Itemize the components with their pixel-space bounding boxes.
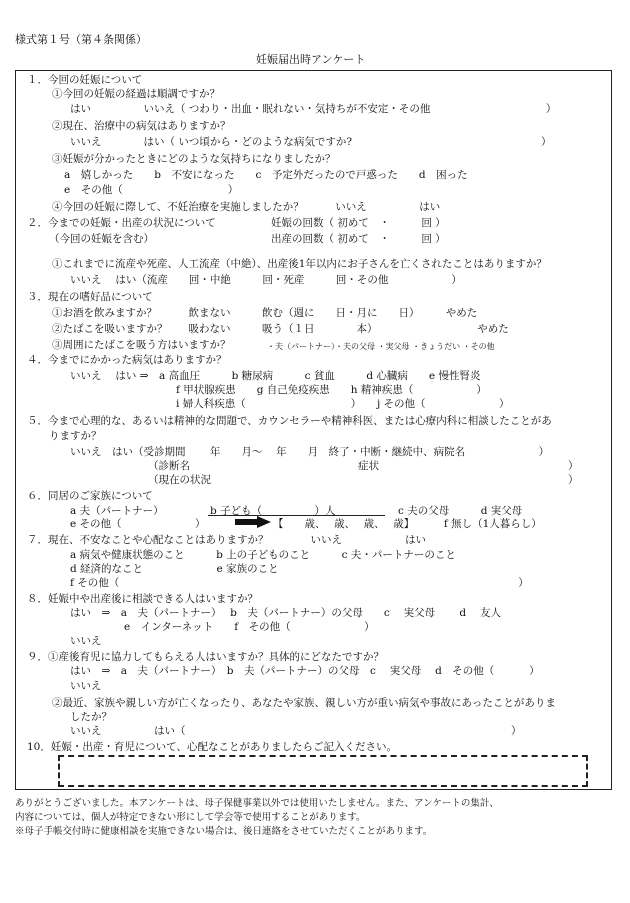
q9-heading: ９．①産後育児に協力してもらえる人はいますか？具体的にどなたですか？	[27, 651, 384, 663]
footer-line3: ※母子手帳交付時に健康相談を実施できない場合は、後日連絡をさせていただくことがあります。	[15, 826, 433, 837]
q5-line3[interactable]: （現在の状況 ）	[148, 474, 579, 486]
q8-heading: ８．妊娠中や出産後に相談できる人はいますか？	[27, 593, 258, 605]
q3-heading: ３．現在の嗜好品について	[27, 291, 153, 303]
q9-sub2-cont: したか？	[70, 711, 112, 723]
q1-heading: １．今回の妊娠について	[27, 74, 143, 86]
q1-sub1-answer[interactable]: はい いいえ（ つわり・出血・眠れない・気持ちが不安定・その他 ）	[70, 103, 557, 115]
q10-free-text-box[interactable]	[58, 755, 588, 787]
q7-line1[interactable]: a 病気や健康状態のこと b 上の子どものこと c 夫・パートナーのこと	[70, 549, 456, 561]
q8-line2[interactable]: e インターネット f その他（ ）	[124, 621, 375, 633]
q3-alcohol[interactable]: ①お酒を飲みますか？ 飲まない 飲む（週に 日・月に 日） やめた	[52, 307, 478, 319]
q1-sub3-other[interactable]: e その他（ ）	[64, 184, 239, 196]
q6-children-ages[interactable]: 【 歳、 歳、 歳、 歳】 f 無し（1人暮らし）	[273, 518, 542, 530]
q5-line1[interactable]: いいえ はい（受診期間 年 月〜 年 月 終了・中断・継続中、病院名 ）	[70, 446, 550, 458]
page-title: 妊娠届出時アンケート	[256, 53, 366, 66]
q6-children[interactable]: b 子ども（ ）人	[210, 505, 336, 517]
q4-line1[interactable]: いいえ はい ⇒ a 高血圧 b 糖尿病 c 貧血 d 心臓病 e 慢性腎炎	[70, 370, 481, 382]
q6-husband[interactable]: a 夫（パートナー）	[70, 505, 164, 517]
q3-tobacco[interactable]: ②たばこを吸いますか？ 吸わない 吸う（１日 本） やめた	[52, 323, 509, 335]
q1-sub2-answer[interactable]: いいえ はい（ いつ頃から・どのような病気ですか? ）	[70, 136, 552, 148]
q4-line2[interactable]: f 甲状腺疾患 g 自己免疫疾患 h 精神疾患（ ）	[176, 384, 487, 396]
q2-heading-sub: （今回の妊娠を含む）	[49, 233, 154, 245]
q5-line2[interactable]: （診断名 症状 ）	[148, 460, 579, 472]
q3-passive-smoke-options[interactable]: ・夫（パートナー）・夫の父母 ・実父母 ・きょうだい ・その他	[267, 342, 495, 351]
footer-line1: ありがとうございました。本アンケートは、母子保健事業以外では使用いたしません。また、アンケートの集計、	[15, 798, 499, 809]
arrow-right-icon	[235, 516, 271, 528]
q2-sub1-answer[interactable]: いいえ はい（流産 回・中絶 回・死産 回・その他 ）	[70, 274, 462, 286]
q9-line1[interactable]: はい ⇒ a 夫（パートナー） b 夫（パートナー）の父母 c 実父母 d その他（ ）	[70, 665, 540, 677]
q7-line2[interactable]: d 経済的なこと e 家族のこと	[70, 563, 279, 575]
q10-heading: 10．妊娠・出産・育児について、心配なことがありましたらご記入ください。	[27, 741, 397, 753]
q9-line2[interactable]: いいえ	[70, 680, 102, 692]
q7-line3[interactable]: f その他（ ）	[70, 577, 529, 589]
q1-sub3-options[interactable]: a 嬉しかった b 不安になった c 予定外だったので戸惑った d 困った	[64, 169, 468, 181]
q3-passive-smoke: ③周囲にたばこを吸う方はいますか？	[52, 339, 231, 351]
q9-sub2-answer[interactable]: いいえ はい（ ）	[70, 725, 522, 737]
q5-heading-cont: りますか？	[49, 430, 102, 442]
q4-heading: ４．今までにかかった病気はありますか？	[27, 354, 227, 366]
q9-sub2: ②最近、家族や親しい方が亡くなったり、あなたや家族、親しい方が重い病気や事故にあったことがありま	[52, 697, 556, 709]
q8-line3[interactable]: いいえ	[70, 635, 102, 647]
q8-line1[interactable]: はい ⇒ a 夫（パートナー） b 夫（パートナー）の父母 c 実父母 d 友人	[70, 607, 501, 619]
form-number: 様式第１号（第４条関係）	[15, 33, 147, 46]
q5-heading: ５．今まで心理的な、あるいは精神的な問題で、カウンセラーや精神科医、または心療内科に相談したことがあ	[27, 415, 552, 427]
q6-heading: ６．同居のご家族について	[27, 490, 153, 502]
q7-heading[interactable]: ７．現在、不安なことや心配なことはありますか？ いいえ はい	[27, 534, 426, 546]
q1-sub3: ③妊娠が分かったときにどのような気持ちになりましたか？	[52, 153, 336, 165]
q2-pregnancy-count[interactable]: 妊娠の回数（ 初めて ・ 回 ）	[271, 217, 446, 229]
q4-line3[interactable]: i 婦人科疾患（ ） j その他（ ）	[176, 398, 510, 410]
footer-line2: 内容については、個人が特定できない形にして学会等で使用することがあります。	[15, 812, 366, 823]
q2-birth-count[interactable]: 出産の回数（ 初めて ・ 回 ）	[271, 233, 446, 245]
q6-parents[interactable]: c 夫の父母 d 実父母	[398, 505, 523, 517]
q2-heading: ２．今までの妊娠・出産の状況について	[27, 217, 216, 229]
q6-other[interactable]: e その他（ ）	[70, 518, 206, 530]
q1-sub2: ②現在、治療中の病気はありますか？	[52, 120, 231, 132]
q1-sub1: ①今回の妊娠の経過は順調ですか？	[52, 88, 220, 100]
q2-sub1: ①これまでに流産や死産、人工流産（中絶）、出産後1年以内にお子さんを亡くされたことはありますか？	[52, 258, 547, 270]
q1-sub4[interactable]: ④今回の妊娠に際して、不妊治療を実施しましたか？ いいえ はい	[52, 201, 441, 213]
